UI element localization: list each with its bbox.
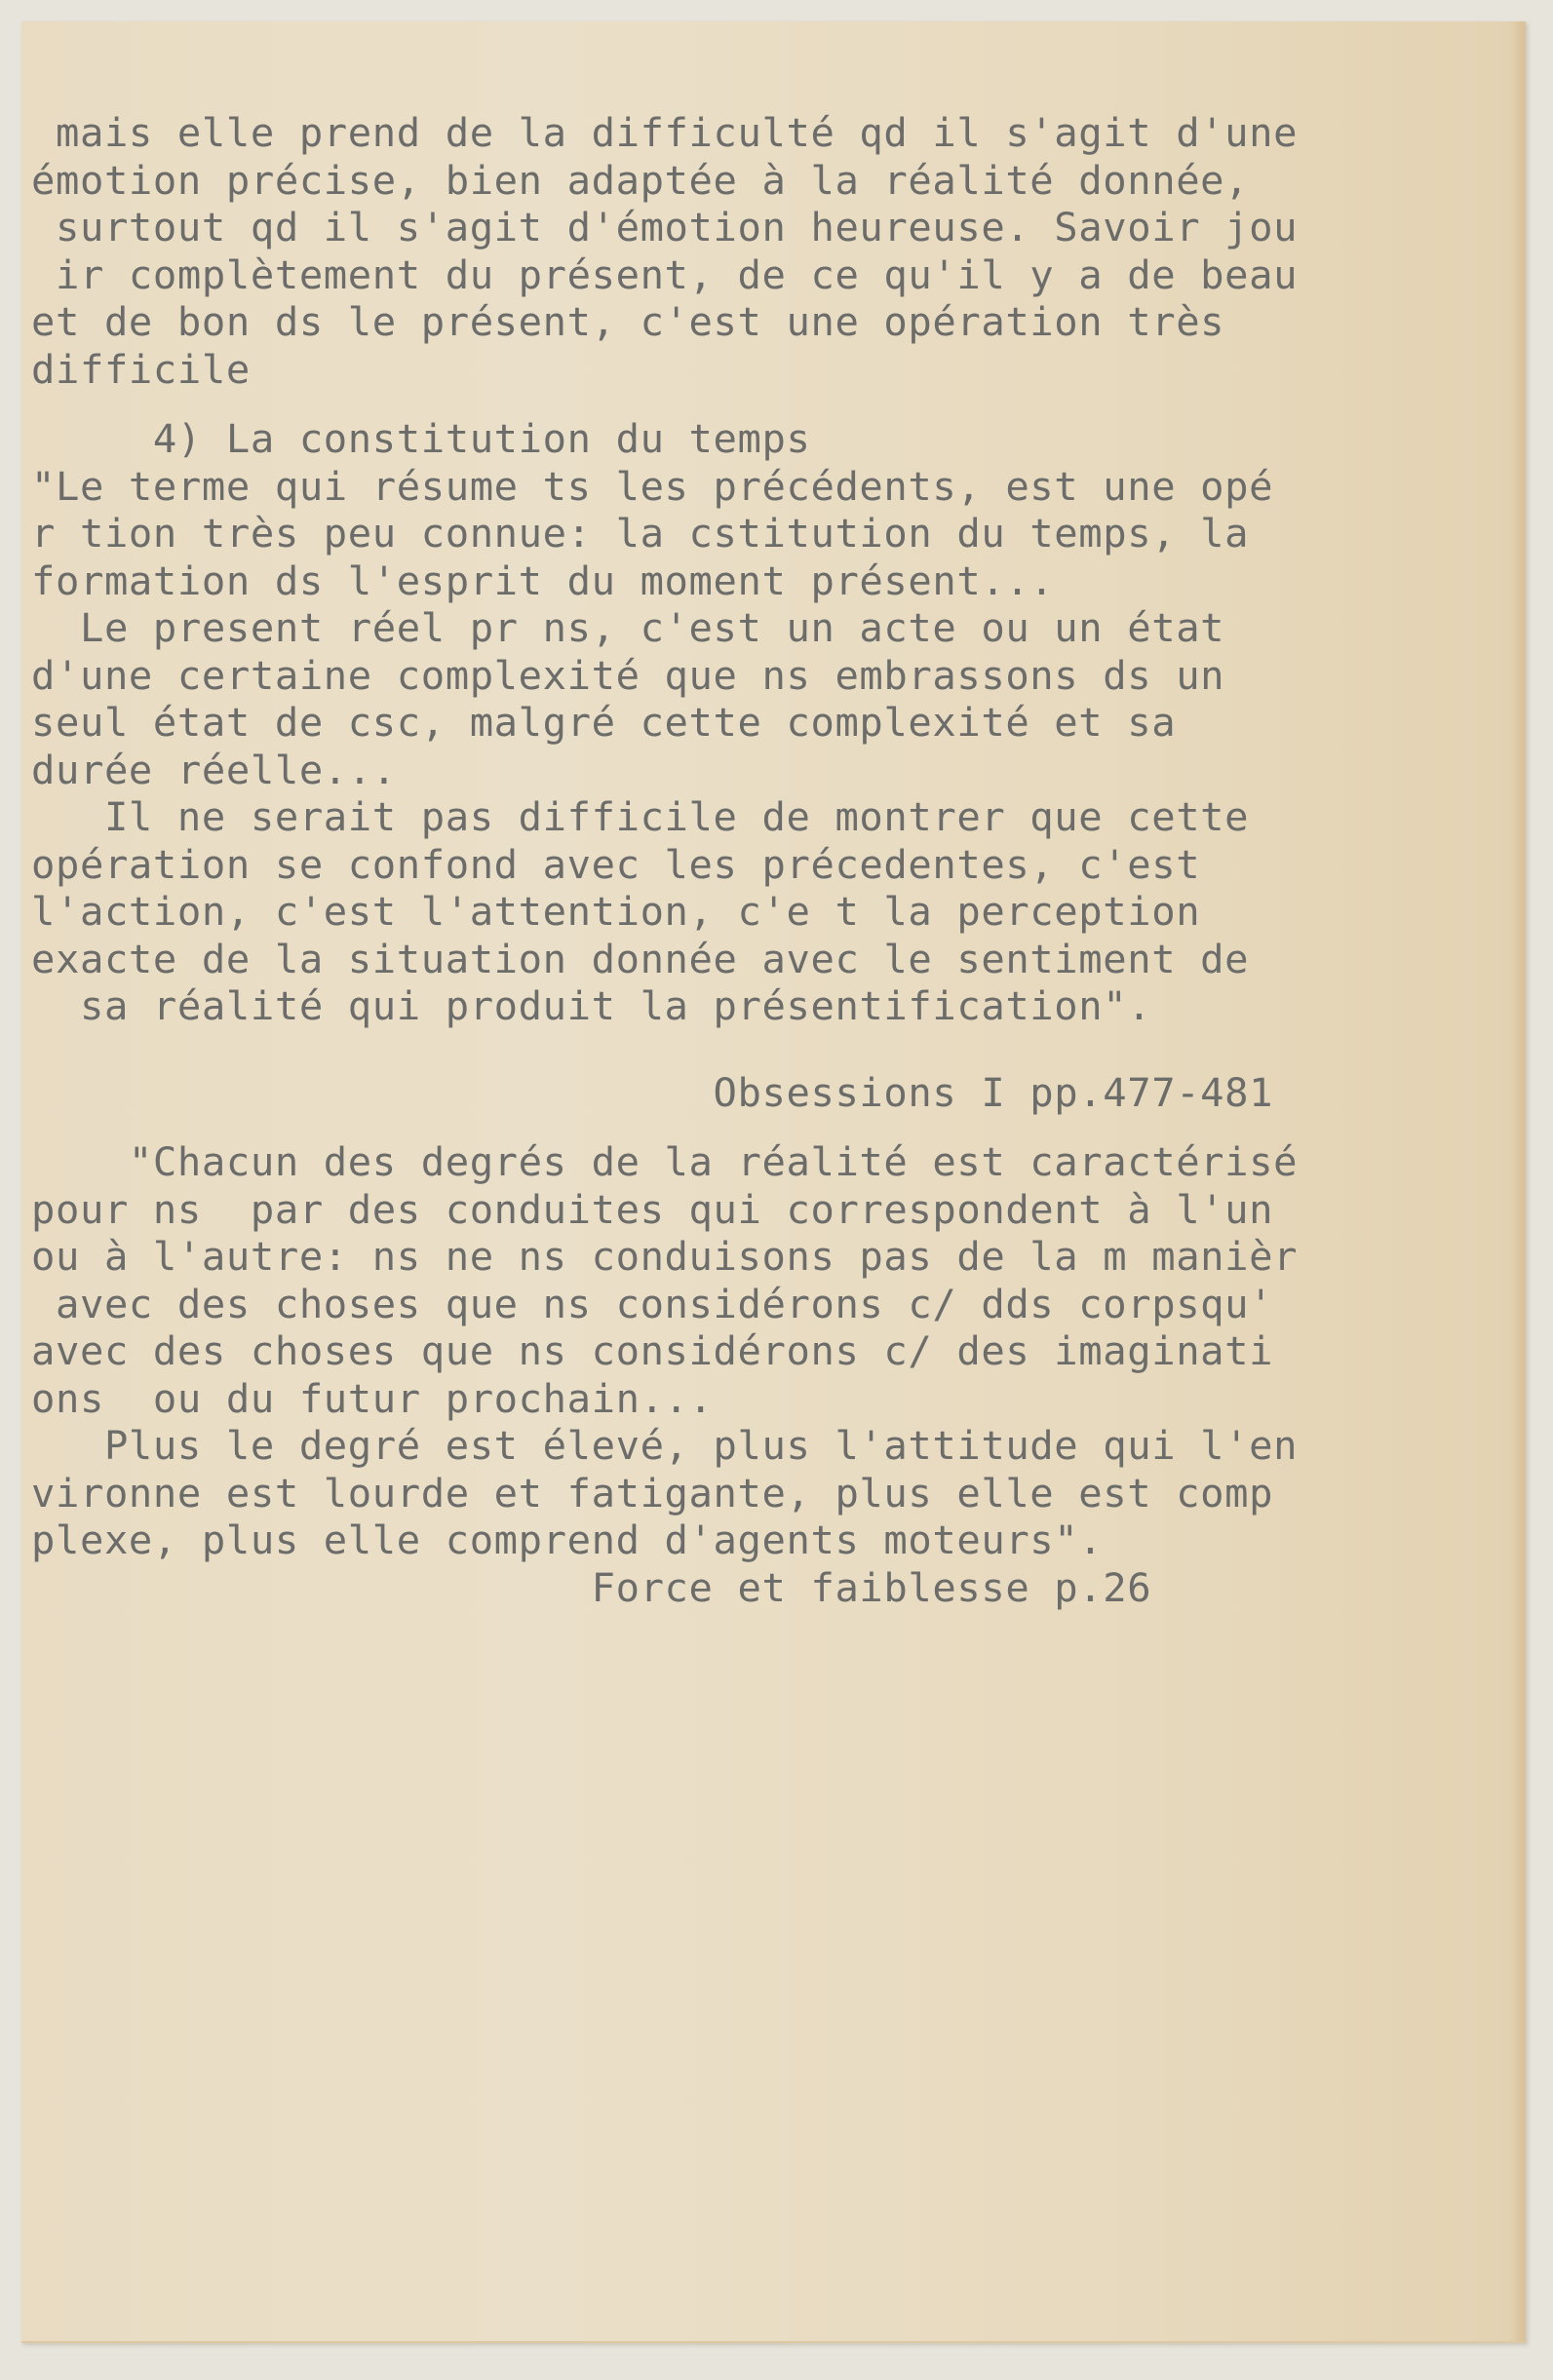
text-line: opération se confond avec les précedentes, c'est [31, 840, 1201, 888]
typed-text-body [31, 109, 1518, 1611]
text-line: surtout qd il s'agit d'émotion heureuse. Savoir jou [31, 204, 1299, 250]
paragraph-emotion [31, 109, 1518, 393]
text-line: exacte de la situation donnée avec le sentiment de [31, 935, 1250, 982]
text-line: durée réelle... [31, 746, 397, 793]
typewritten-index-card [21, 21, 1526, 2343]
text-line: seul état de csc, malgré cette complexité et sa [31, 699, 1177, 746]
citation-obsessions: Obsessions I pp.477-481 [31, 1068, 1274, 1116]
text-line: difficile [31, 345, 251, 393]
text-line: Il ne serait pas difficile de montrer que cette [31, 793, 1250, 840]
paragraph-degres-realite [31, 1138, 1518, 1611]
text-line: pour ns par des conduites qui correspondent à l'un [31, 1185, 1274, 1233]
text-line: formation ds l'esprit du moment présent... [31, 557, 1055, 604]
text-line: d'une certaine complexité que ns embrassons ds un [31, 651, 1225, 699]
text-line: vironne est lourde et fatigante, plus elle est comp [31, 1469, 1274, 1516]
section-heading: 4) La constitution du temps [31, 415, 811, 462]
text-line: l'action, c'est l'attention, c'e t la perception [31, 888, 1201, 935]
text-line: Le present réel pr ns, c'est un acte ou un état [31, 604, 1225, 651]
text-line: émotion précise, bien adaptée à la réalité donnée, [31, 156, 1250, 204]
text-line: ons ou du futur prochain... [31, 1374, 714, 1422]
text-line: r tion très peu connue: la cstitution du temps, la [31, 510, 1250, 557]
citation-force-et-faiblesse: Force et faiblesse p.26 [31, 1563, 1152, 1611]
text-line: "Le terme qui résume ts les précédents, est une opé [31, 462, 1274, 510]
text-line: avec des choses que ns considérons c/ dds corpsqu' [31, 1280, 1274, 1327]
text-line: avec des choses que ns considérons c/ des imaginati [31, 1327, 1274, 1374]
text-line: ir complètement du présent, de ce qu'il y a de beau [31, 250, 1299, 298]
text-line: ou à l'autre: ns ne ns conduisons pas de la m manièr [31, 1233, 1299, 1280]
text-line: sa réalité qui produit la présentification". [31, 982, 1152, 1029]
text-line: "Chacun des degrés de la réalité est caractérisé [31, 1138, 1299, 1185]
text-line: plexe, plus elle comprend d'agents moteurs". [31, 1516, 1104, 1563]
text-line: mais elle prend de la difficulté qd il s'agit d'une [31, 109, 1299, 156]
text-line: et de bon ds le présent, c'est une opération très [31, 298, 1225, 345]
text-line: Plus le degré est élevé, plus l'attitude qui l'en [31, 1422, 1299, 1469]
paragraph-constitution-du-temps [31, 415, 1518, 1030]
